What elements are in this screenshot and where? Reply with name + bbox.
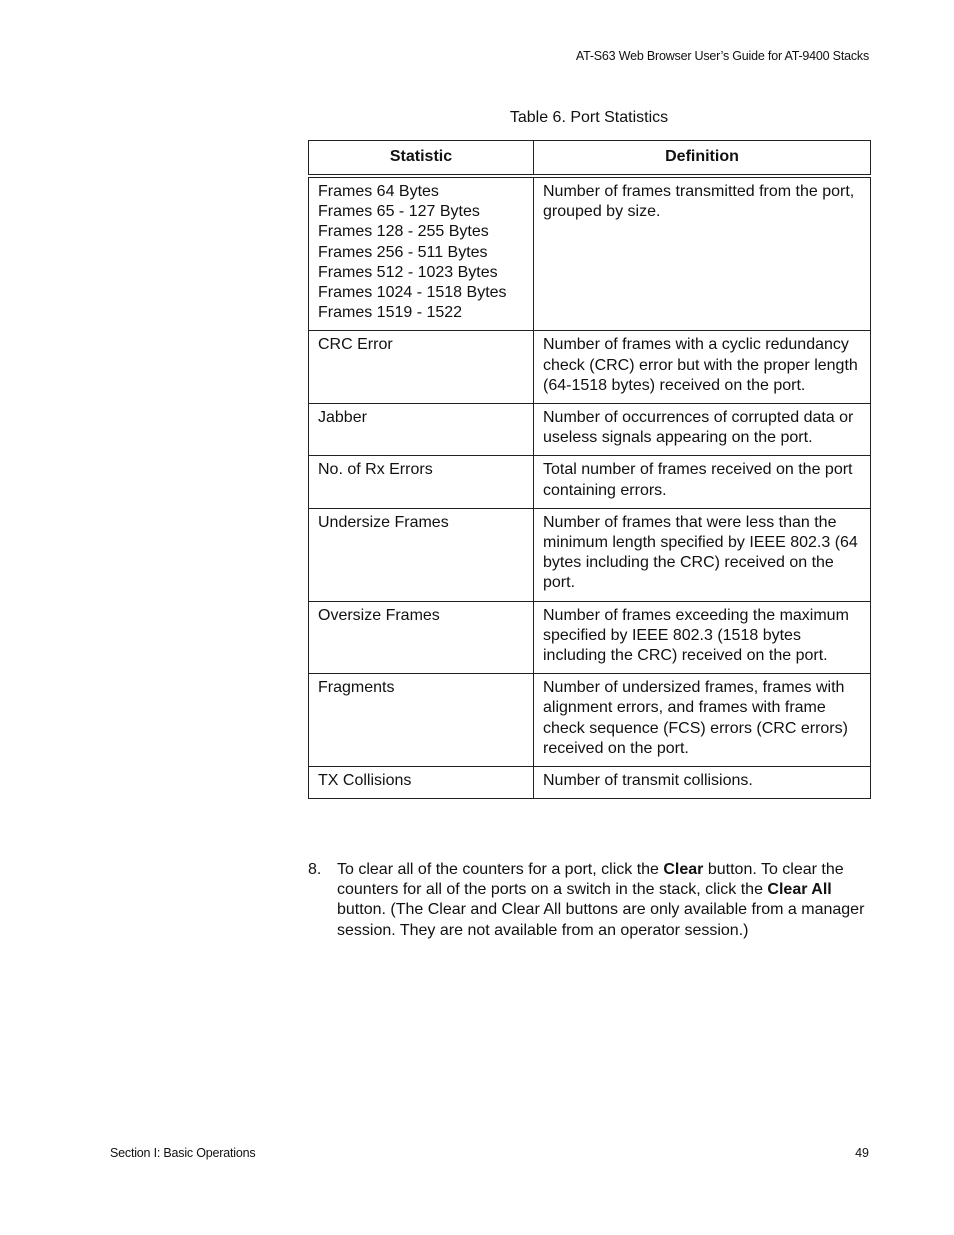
step-text-part: To clear all of the counters for a port, click the — [337, 861, 664, 878]
step-text-part: button. (The Clear and Clear All buttons are only available from a manager session. They are not available from an operator session.) — [337, 901, 865, 939]
footer-section: Section I: Basic Operations — [110, 1146, 256, 1160]
table-header-row — [309, 141, 871, 177]
table-row — [309, 404, 871, 456]
statistic-cell: No. of Rx Errors — [309, 456, 534, 508]
definition-cell: Number of frames transmitted from the port, grouped by size. — [534, 176, 871, 331]
table-row — [309, 176, 871, 331]
statistic-cell: TX Collisions — [309, 767, 534, 799]
clear-all-button-reference: Clear All — [767, 881, 832, 899]
definition-cell: Number of frames with a cyclic redundancy check (CRC) error but with the proper length (64-1518 bytes) received on the port. — [534, 331, 871, 404]
definition-cell: Number of frames that were less than the minimum length specified by IEEE 802.3 (64 bytes including the CRC) received on the port. — [534, 508, 871, 601]
statistic-name: Frames 128 - 255 Bytes — [318, 223, 489, 241]
step-text — [337, 860, 870, 941]
statistic-cell: Oversize Frames — [309, 601, 534, 674]
table-row — [309, 767, 871, 799]
statistic-name: Frames 65 - 127 Bytes — [318, 203, 480, 221]
statistic-name: Frames 1519 - 1522 — [318, 304, 463, 322]
column-header-definition: Definition — [534, 141, 871, 177]
statistic-cell: Fragments — [309, 674, 534, 767]
table-caption: Table 6. Port Statistics — [509, 109, 669, 126]
running-header: AT-S63 Web Browser User’s Guide for AT-9400 Stacks — [575, 49, 869, 63]
table-row — [309, 331, 871, 404]
table-row — [309, 601, 871, 674]
statistic-cell: Undersize Frames — [309, 508, 534, 601]
table-row — [309, 674, 871, 767]
statistic-name: Frames 512 - 1023 Bytes — [318, 263, 498, 281]
definition-cell: Total number of frames received on the port containing errors. — [534, 456, 871, 508]
table-row — [309, 456, 871, 508]
clear-button-reference: Clear — [663, 861, 704, 878]
step-8 — [308, 860, 870, 941]
table-row — [309, 508, 871, 601]
definition-cell: Number of undersized frames, frames with alignment errors, and frames with frame check sequence (FCS) errors (CRC errors) received on the port. — [534, 674, 871, 767]
page-number: 49 — [855, 1146, 869, 1160]
statistic-name: Frames 64 Bytes — [318, 183, 439, 200]
column-header-statistic: Statistic — [309, 141, 534, 177]
definition-cell: Number of frames exceeding the maximum specified by IEEE 802.3 (1518 bytes including the CRC) received on the port. — [534, 601, 871, 674]
statistic-cell: CRC Error — [309, 331, 534, 404]
statistic-name: Frames 256 - 511 Bytes — [318, 243, 488, 261]
definition-cell: Number of transmit collisions. — [534, 767, 871, 799]
statistic-cell: Jabber — [309, 404, 534, 456]
step-text-part: button. To clear the counters for all of the ports on a switch in the stack, click the — [337, 861, 844, 899]
statistic-name: Frames 1024 - 1518 Bytes — [318, 284, 507, 302]
definition-cell: Number of occurrences of corrupted data or useless signals appearing on the port. — [534, 404, 871, 456]
port-statistics-table — [308, 140, 871, 799]
statistic-cell — [309, 176, 534, 331]
step-number: 8. — [308, 861, 322, 878]
